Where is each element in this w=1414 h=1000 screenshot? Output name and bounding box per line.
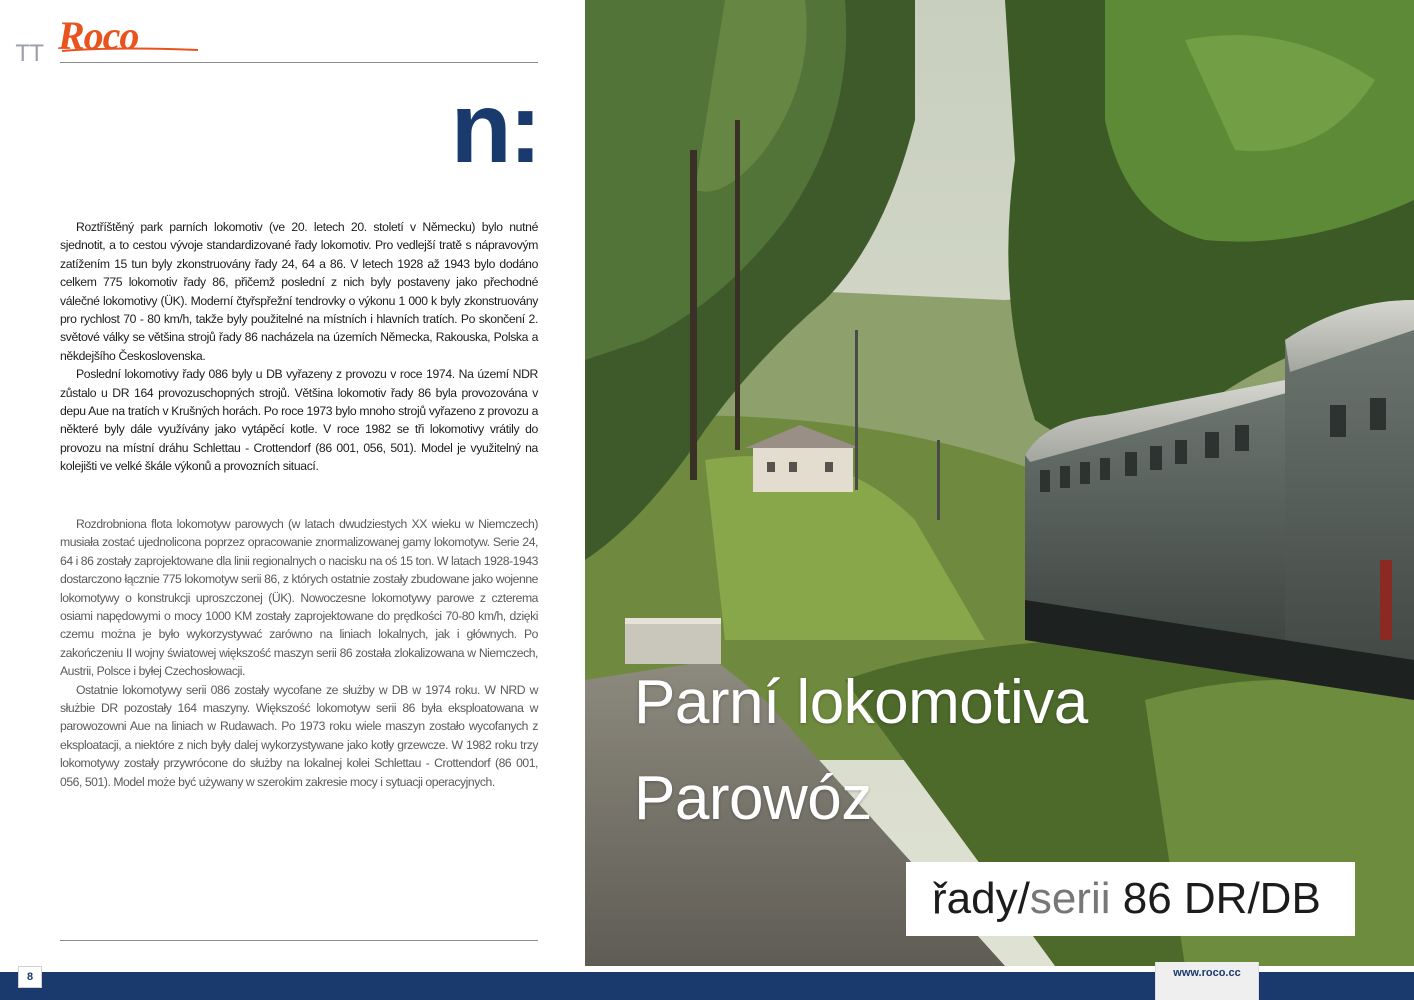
left-page [0, 0, 585, 1000]
page-number: 8 [18, 966, 42, 988]
scale-mark: TT [16, 42, 45, 67]
series-suffix: 86 DR/DB [1110, 874, 1321, 923]
czech-paragraph-2: Poslední lokomotivy řady 086 byly u DB vyřazeny z provozu v roce 1974. Na území NDR zůstalo u DR 164 provozuschopných strojů. Většina lokomotiv řady 86 byla provozována v depu Aue na tratích v Krušných horách. Po roce 1973 bylo mnoho strojů vyřazeno z provozu a některé byly dále využívány jako vytápěcí kotle. V roce 1982 se tři lokomotivy vrátily do provozu na místní dráhu Schlettau - Crottendorf (86 001, 056, 501). Model je využitelný na kolejišti ve velké škále výkonů a provozních situací. [60, 367, 538, 474]
top-divider [60, 62, 538, 63]
polish-paragraph-2: Ostatnie lokomotywy serii 086 zostały wycofane ze służby w DB w 1974 roku. W NRD w służbie DR pozostały 164 maszyny. Większość lokomotyw serii 86 była eksploatowana w parowozowni Aue na liniach w Rudawach. Po 1973 roku wiele maszyn zostało wycofanych z eksploatacji, a niektóre z nich były dalej wykorzystywane jako kotły grzewcze. W 1982 roku trzy lokomotywy zostały przywrócone do służby na lokalnej kolei Schlettau - Crottendorf (86 001, 056, 501). Model może być używany w szerokim zakresie mocy i sytuacji operacyjnych. [60, 682, 538, 789]
czech-description [60, 218, 538, 476]
headline-czech: Parní lokomotiva [634, 668, 1088, 737]
website-link[interactable]: www.roco.cc [1173, 967, 1241, 979]
bottom-divider [60, 940, 538, 941]
section-mark: n: [450, 72, 539, 184]
website-badge [1155, 962, 1259, 1000]
polish-description [60, 515, 538, 791]
polish-paragraph-1: Rozdrobniona flota lokomotyw parowych (w latach dwudziestych XX wieku w Niemczech) musiała zostać ujednolicona poprzez opracowanie znormalizowanej gamy lokomotyw. Serie 24, 64 i 86 zostały zaprojektowane dla linii regionalnych o nacisku na oś 15 ton. W latach 1928-1943 dostarczono łącznie 775 lokomotyw serii 86, z których ostatnie zostały zbudowane jako wojenne lokomotywy o konstrukcji uproszczonej (ÜK). Nowoczesne lokomotywy parowe z czterema osiami napędowymi o mocy 1000 KM zostały zaprojektowane do prędkości 70-80 km/h, dzięki czemu można je było wykorzystywać zarówno na liniach lokalnych, jak i głównych. Po zakończeniu II wojny światowej większość maszyn serii 86 została zlokalizowana w Niemczech, Austrii, Polsce i byłej Czechosłowacji. [60, 517, 538, 679]
series-label-box [906, 862, 1355, 936]
series-prefix: řady/ [932, 874, 1030, 923]
czech-paragraph-1: Roztříštěný park parních lokomotiv (ve 20. letech 20. století v Německu) bylo nutné sjednotit, a to cestou vývoje standardizované řady lokomotiv. Pro vedlejší tratě s nápravovým zatížením 15 tun byly zkonstruovány řady 24, 64 a 86. V letech 1928 až 1943 bylo dodáno celkem 775 lokomotiv řady 86, přičemž poslední z nich byly postaveny jako přechodné válečné lokomotivy (ÜK). Moderní čtyřspřežní tendrovky o výkonu 1 000 k byly zkonstruovány pro rychlost 70 - 80 km/h, takže byly použitelné na místních i hlavních tratích. Po skončení 2. světové války se většina strojů řady 86 nacházela na územích Německa, Rakouska, Polska a někdejšího Československa. [60, 220, 538, 363]
logo-swash [60, 47, 200, 53]
series-alt: serii [1029, 874, 1111, 923]
roco-logo: Roco [58, 13, 139, 58]
headline-polish: Parowóz [634, 764, 872, 833]
series-label [932, 872, 1321, 926]
